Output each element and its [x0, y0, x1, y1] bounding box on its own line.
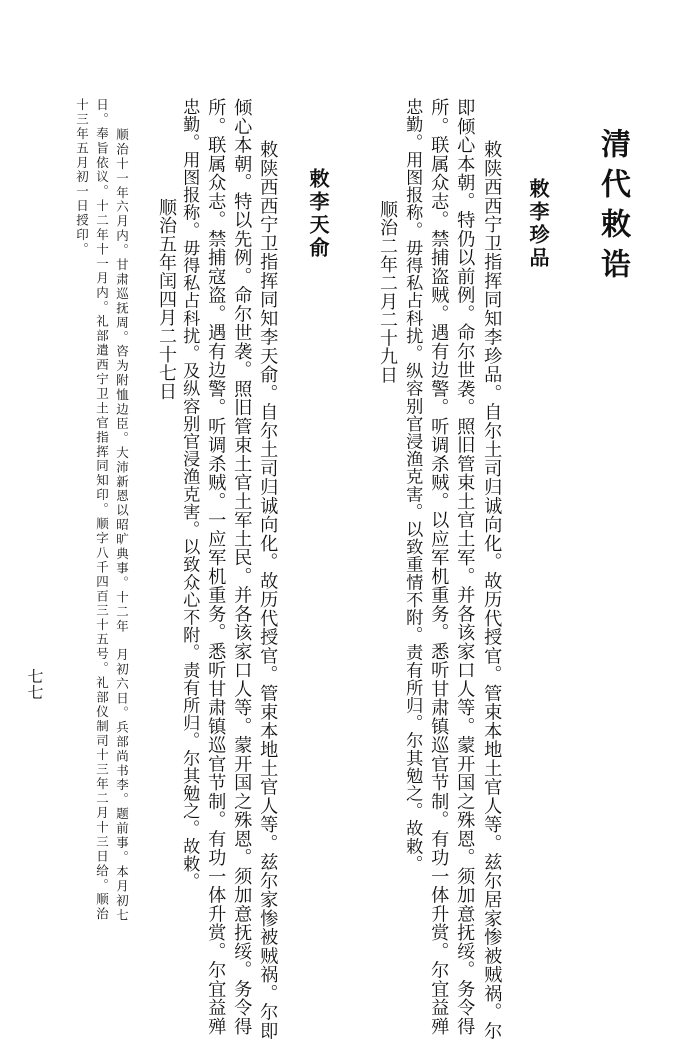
section-1-line-3: 所。联属众志。禁捕盗贼。遇有边警。听调杀贼。以应军机重务。悉听甘肃镇巡官节制。有功一体升赏。尔宜益殚	[428, 98, 450, 1036]
section-2-line-3: 所。联属众志。禁捕寇盗。遇有边警。听调杀贼。一应军机重务。悉听甘肃镇巡官节制。有功一体升赏。尔宜益殚	[205, 98, 227, 1036]
section-1-line-2: 即倾心本朝。特仍以前例。命尔世袭。照旧管束土官土军。并各该家口人等。蒙开国之殊恩。须加意抚绥。务令得	[454, 98, 476, 1036]
page-number: 七七	[25, 668, 44, 700]
section-2-date: 顺治五年闰四月二十七日	[156, 198, 177, 401]
section-1-line-1: 敕陕西西宁卫指挥同知李珍品。自尔土司归诚向化。故历代授官。管束本地土官人等。兹尔居家惨被贼祸。尔	[481, 140, 503, 1040]
section-heading-1: 敕李珍品	[526, 178, 550, 270]
page-title: 清代敕诰	[595, 128, 630, 288]
section-heading-2: 敕李天俞	[306, 168, 330, 260]
note-line-1: 顺治十一年六月内。甘肃巡抚周。咨为附恤边臣。大沛新恩以昭旷典事。十二年 月初六日。兵部尚书李。题前事。本月初七	[114, 128, 130, 923]
note-line-2: 日。奉旨依议。十二年十一月内。礼部遣西宁卫土官指挥同知印。顺字八千四百三十五号。礼部仪制司十三年二月十三日给。顺治	[94, 98, 110, 922]
section-1-date: 顺治二年二月二十九日	[377, 200, 398, 384]
section-1-line-4: 忠勤。用图报称。毋得私占科扰。纵容别官浸渔克害。以致重情不附。责有所归。尔其勉之。故敕。	[402, 98, 423, 873]
section-2-line-4: 忠勤。用图报称。毋得私占科扰。及纵容别官浸渔克害。以致众心不附。责有所归。尔其勉之。故敕。	[179, 98, 200, 890]
section-2-line-1: 敕陕西西宁卫指挥同知李天俞。自尔土司归诚向化。故历代授官。管束本地土官人等。兹尔家惨被贼祸。尔即	[257, 140, 279, 1040]
note-line-3: 十三年五月初一日授印。	[74, 98, 90, 257]
section-2-line-2: 倾心本朝。特以先例。命尔世袭。照旧管束土官土军土民。并各该家口人等。蒙开国之殊恩。须加意抚绥。务令得	[231, 98, 253, 1036]
